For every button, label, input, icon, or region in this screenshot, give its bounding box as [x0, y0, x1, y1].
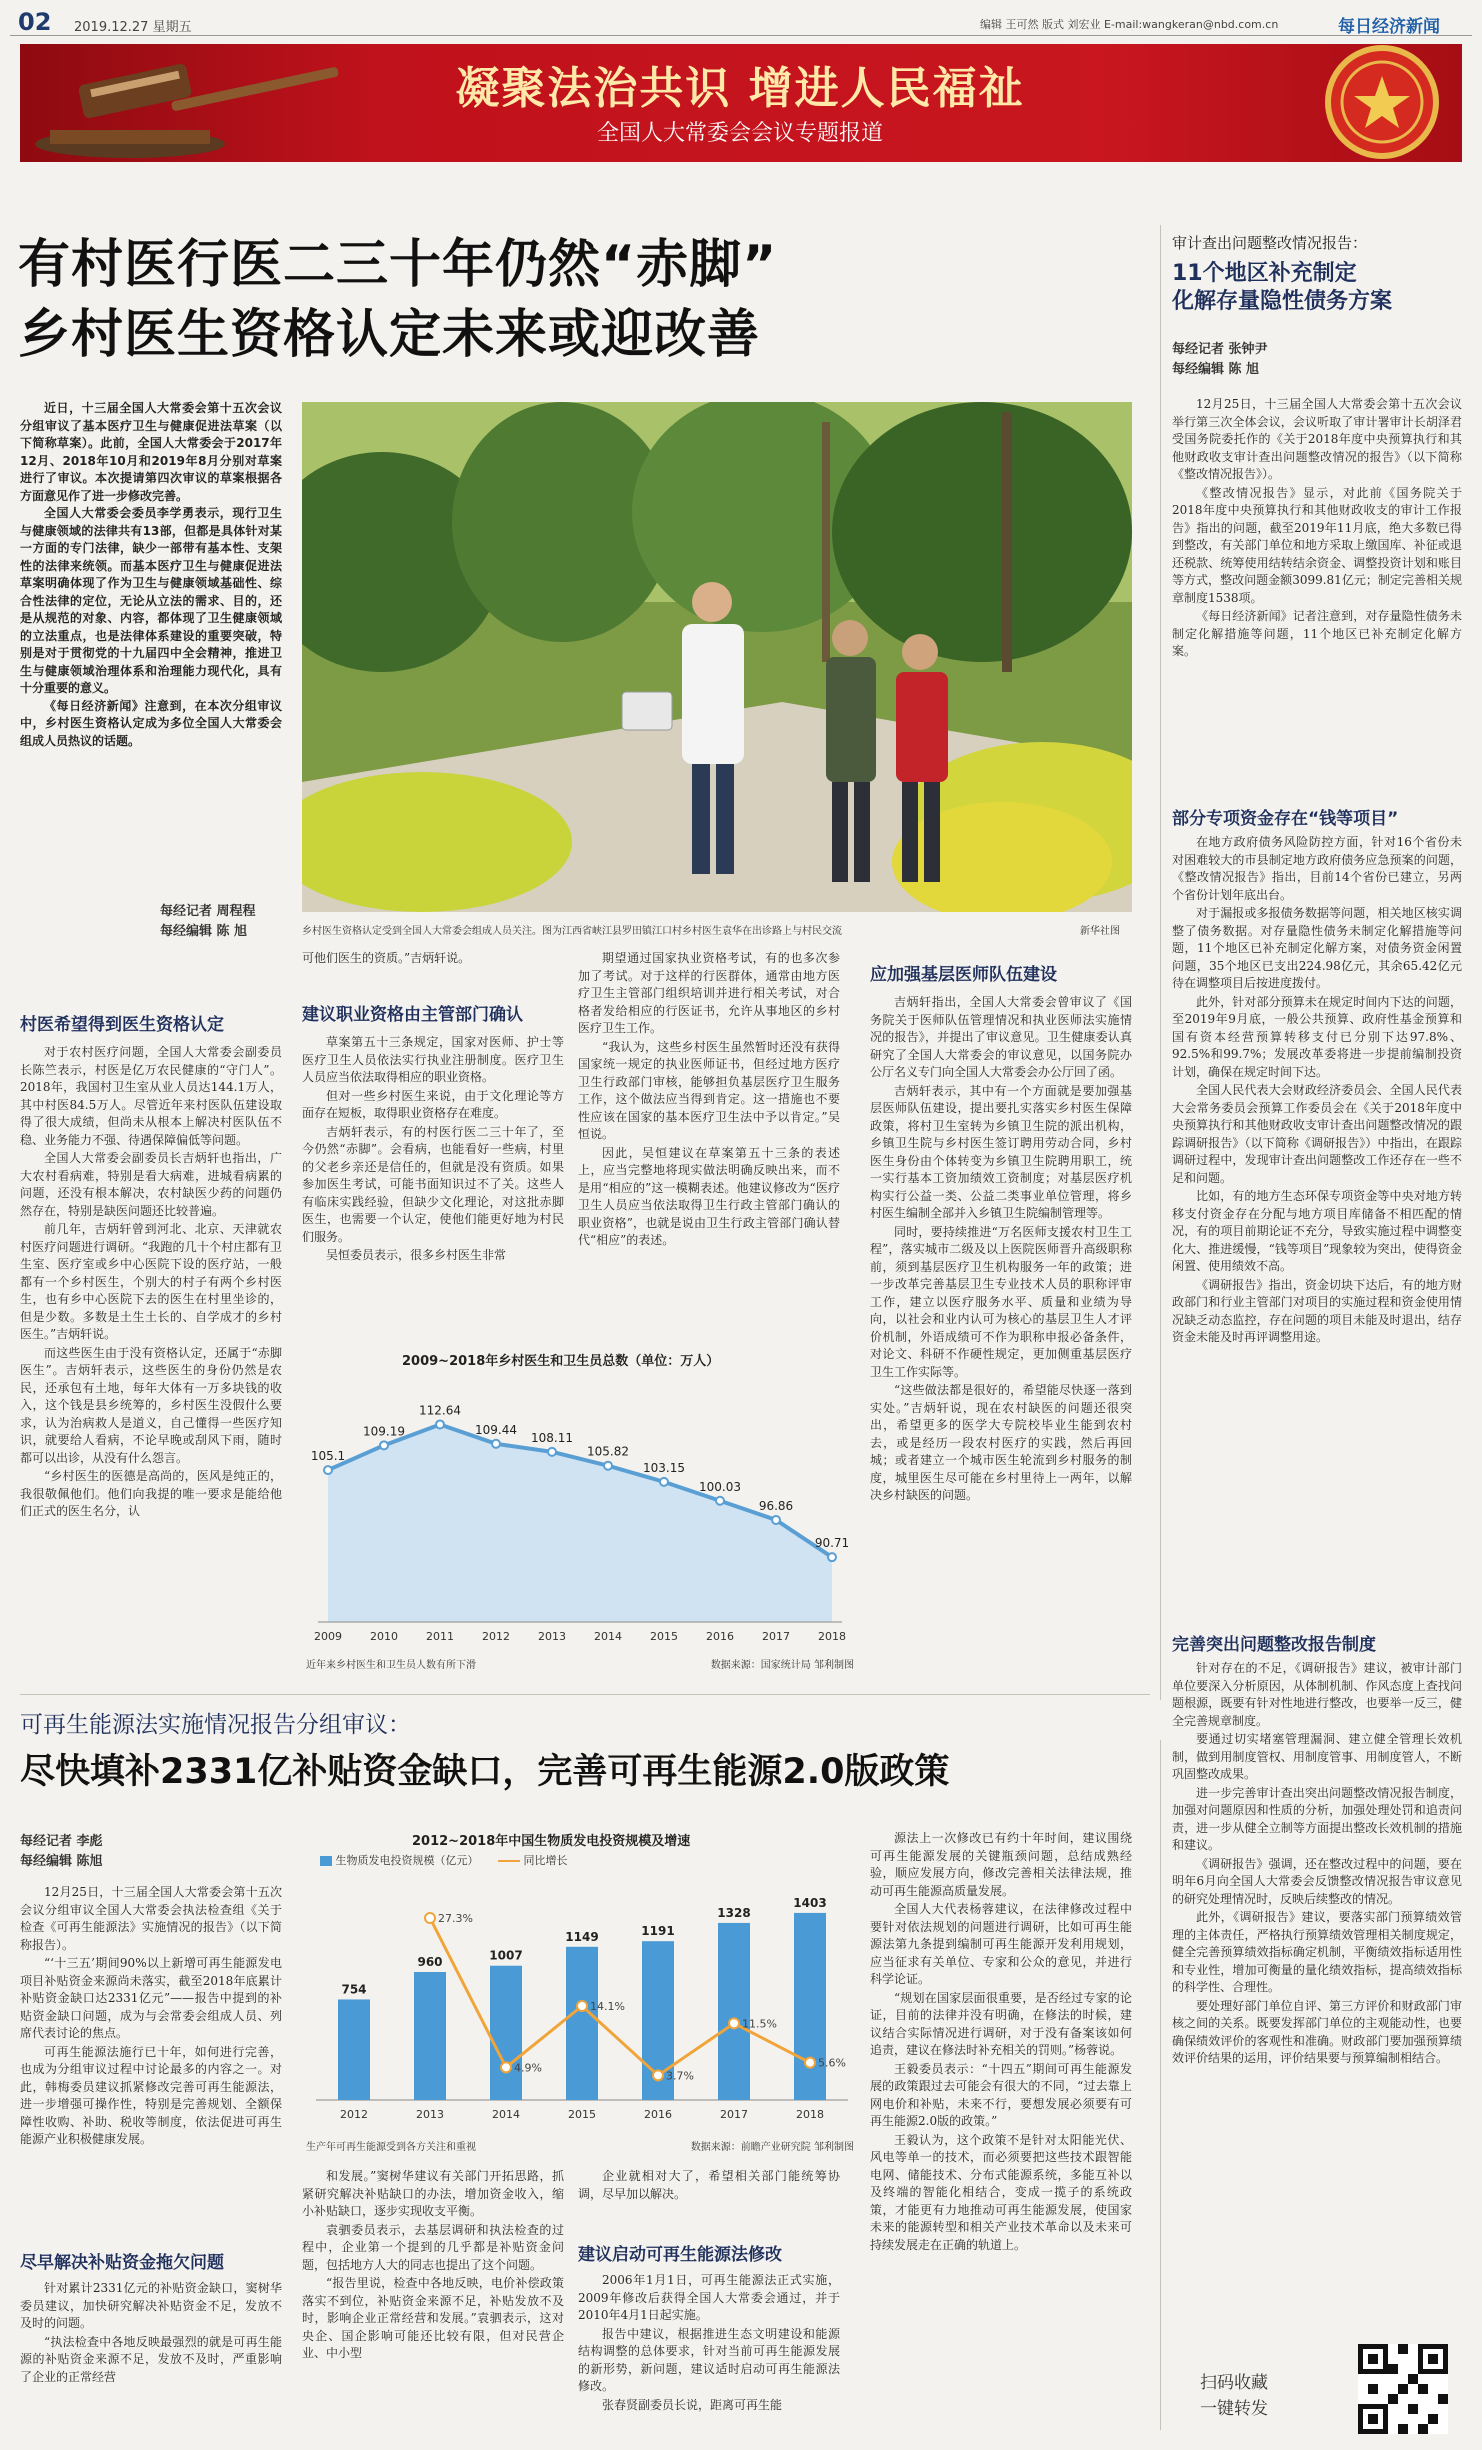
second-byline	[20, 1832, 103, 1872]
chart1-tick-label: 2018	[818, 1630, 846, 1643]
second-paragraph: “执法检查中各地反映最强烈的就是可再生能源的补贴资金来源不足，发放不及时，严重影响了企业的正常经营	[20, 2334, 282, 2384]
chart2-bar	[566, 1947, 598, 2100]
chart2-tick-label: 2013	[416, 2108, 444, 2121]
second-col1b-text	[20, 2280, 282, 2440]
second-col4-text	[870, 1830, 1132, 2440]
chart2-growth-label: 4.9%	[514, 2061, 542, 2075]
second-paragraph: 报告中建议，根据推进生态文明建设和能源结构调整的总体要求，针对当前可再生能源发展的新形势，新问题，建议适时启动可再生能源法修改。	[578, 2326, 840, 2393]
sidebar-paragraph: 进一步完善审计查出突出问题整改情况报告制度，加强对问题原因和性质的分析，加强处理处罚和追责问责，进一步从健全立制等方面提出整改长效机制的措施和建议。	[1172, 1785, 1462, 1852]
second-paragraph: 全国人大代表杨蓉建议，在法律修改过程中要针对依法规划的问题进行调研，比如可再生能源法第九条提到编制可再生能源开发利用规划，应当征求有关单位、专家和公众的意见，并进行科学论证。	[870, 1902, 1132, 1986]
photo-illustration	[302, 402, 1132, 912]
chart1-source: 数据来源：国家统计局 邹利制图	[710, 1660, 854, 1671]
main-editor: 每经编辑 陈 旭	[160, 924, 248, 939]
legend-bar-label: 生物质发电投资规模（亿元）	[335, 1854, 479, 1867]
sidebar-paragraph: 《调研报告》强调，还在整改过程中的问题，要在明年6月向全国人大常委会反馈整改情况报告审议意见的研究处理情况时，反映后续整改的情况。	[1172, 1856, 1462, 1906]
chart2-tick-label: 2018	[796, 2108, 824, 2121]
chart1-tick-label: 2015	[650, 1630, 678, 1643]
chart1-point	[828, 1553, 836, 1561]
qr-code-icon[interactable]	[1358, 2344, 1448, 2434]
chart2-bar-label: 1191	[641, 1924, 675, 1939]
editor-info: 编辑 王可然 版式 刘宏业 E-mail:wangkeran@nbd.com.cn	[980, 18, 1279, 31]
sidebar-paragraph: 要通过切实堵塞管理漏洞、建立健全管理长效机制，做到用制度管权、用制度管事、用制度管人，不断巩固整改成果。	[1172, 1732, 1462, 1781]
chart2-bar	[490, 1966, 522, 2100]
chart1-tick-label: 2009	[314, 1630, 342, 1643]
chart1-point	[380, 1441, 388, 1449]
col3-paragraph: 期望通过国家执业资格考试，有的也多次参加了考试。对于这样的行医群体，通常由地方医疗卫生主管部门组织培训并进行相关考试，对合格者发给相应的行医证书，允许从事地区的乡村医疗卫生工作。	[578, 951, 840, 1035]
chart1-data-label: 105.1	[310, 1449, 346, 1464]
chart2-bar-label: 1328	[717, 1905, 751, 1920]
col4-paragraph: 同时，要持续推进“万名医师支援农村卫生工程”，落实城市二级及以上医院医师晋升高级职称前，须到基层医疗卫生机构服务一年的政策；进一步改革完善基层卫生专业技术人员的职称评审工作，建立以医疗服务水平、质量和业绩为导向，以社会和业内认可为核心的基层卫生人才评价机制，外语成绩可不作为职称申报必备条件，对论文、科研不作硬性规定，更加侧重基层医疗卫生工作实际等。	[870, 1224, 1132, 1379]
page-number: 02	[18, 8, 52, 36]
col2-paragraph: 可他们医生的资质。”吉炳轩说。	[302, 951, 471, 965]
chart2-growth-label: 11.5%	[742, 2017, 777, 2031]
col4-paragraph: “这些做法都是很好的，希望能尽快逐一落到实处。”吉炳轩说，现在农村缺医的问题还很突出，希望更多的医学大专院校毕业生能到农村去，或是经历一段农村医疗的实践，然后再回城；或者建立一个城市医生轮流到乡村服务的制度，城里医生尽可能在乡村里待上一两年，以解决乡村缺医的问题。	[870, 1383, 1132, 1502]
intro-paragraph: 全国人大常委会委员李学勇表示，现行卫生与健康领域的法律共有13部，但都是具体针对某一方面的专门法律，缺少一部带有基本性、支架性的法律来统领。而基本医疗卫生与健康促进法草案明确体现了作为卫生与健康领域基础性、综合性法律的定位，无论从立法的需求、目的，还是从规范的对象、内容，都体现了卫生健康领域的立法重点，也是法律体系建设的重要突破，特别是对于贯彻党的十九届四中全会精神，推进卫生与健康领域治理体系和治理能力现代化，具有十分重要的意义。	[20, 506, 282, 695]
col1-text	[20, 1044, 282, 1674]
sidebar-paragraph: 全国人民代表大会财政经济委员会、全国人民代表大会常务委员会预算工作委员会在《关于2018年度中央预算执行和其他财政收支审计查出问题整改情况的跟踪调研报告》（以下简称《调研报告》）中指出，在跟踪调研过程中，发现审计查出问题整改工作还存在一些不足和问题。	[1172, 1083, 1462, 1185]
second-paragraph: 张春贤副委员长说，距离可再生能	[602, 2397, 783, 2412]
second-paragraph: 王毅委员表示：“十四五”期间可再生能源发展的政策跟过去可能会有很大的不同，“过去靠上网电价和补贴，未来不行，要想发展必须要有可再生能源2.0版的政策。”	[870, 2061, 1132, 2128]
chart2-bar-label: 1149	[565, 1929, 599, 1944]
sidebar-title-2: 化解存量隐性债务方案	[1172, 289, 1393, 314]
col1-paragraph: 前几年，吉炳轩曾到河北、北京、天津就农村医疗问题进行调研。“我跑的几十个村庄都有卫生室、医疗室或乡中心医院下设的医疗站，一般都有一个乡村医生，个别大的村子有两个乡村医生，也有乡中心医院下去的医生在村里坐诊的，但是少数。多数是土生土长的、自学成才的乡村医生。”吉炳轩说。	[20, 1222, 282, 1341]
second-col1-heading: 尽早解决补贴资金拖欠问题	[20, 2253, 224, 2273]
second-paragraph: 源法上一次修改已有约十年时间，建议围绕可再生能源发展的关键瓶颈问题，总结成熟经验，顺应发展方向，修改完善相关法律法规，推动可再生能源高质量发展。	[870, 1831, 1132, 1898]
second-col3b-text	[578, 2272, 840, 2440]
chart1-plot	[302, 1372, 858, 1662]
chart1	[302, 1350, 858, 1678]
chart2-growth-point	[577, 2001, 587, 2011]
chart1-data-label: 108.11	[531, 1430, 573, 1445]
second-paragraph: “报告里说，检查中各地反映，电价补偿政策落实不到位，补贴资金来源不足，补贴发放不及时，影响企业正常经营和发展。”袁驷表示，这对央企、国企影响可能还比较有限，但对民营企业、中小型	[302, 2276, 564, 2360]
second-paragraph: 王毅认为，这个政策不是针对太阳能光伏、风电等单一的技术，而必须要把这些技术跟智能电网、储能技术、分布式能源系统，多能互补以及终端的智能化相结合，变成一揽子的系统政策，才能更有力地推动可再生能源发展，使国家未来的能源转型和相关产业技术革命以及未来可持续发展走在正确的轨道上。	[870, 2132, 1132, 2252]
chart1-data-label: 100.03	[699, 1479, 741, 1494]
sidebar-byline	[1172, 340, 1268, 380]
chart1-data-label: 90.71	[814, 1536, 850, 1551]
chart1-tick-label: 2013	[538, 1630, 566, 1643]
second-col1-text	[20, 1884, 282, 2220]
intro-paragraph: 《每日经济新闻》注意到，在本次分组审议中，乡村医生资格认定成为多位全国人大常委会组成人员热议的话题。	[20, 698, 282, 748]
chart1-data-label: 105.82	[587, 1444, 629, 1459]
sidebar-title-1: 11个地区补充制定	[1172, 261, 1357, 286]
banner-title: 凝聚法治共识 增进人民福祉	[455, 63, 1025, 114]
col4-heading: 应加强基层医师队伍建设	[870, 965, 1057, 985]
sidebar-heading-3: 完善突出问题整改报告制度	[1172, 1635, 1376, 1655]
sidebar-kicker: 审计查出问题整改情况报告：	[1172, 234, 1368, 252]
sidebar-paragraph: 比如，有的地方生态环保专项资金等中央对地方转移支付资金存在分配与地方项目库储备不相匹配的情况，有的项目前期论证不充分，导致实施过程中调整变化大、推进缓慢，“钱等项目”现象较为突出，使得资金闲置、使用绩效不高。	[1172, 1189, 1462, 1273]
sidebar-text-3	[1172, 1660, 1462, 2320]
main-reporter: 每经记者 周程程	[160, 904, 256, 919]
paper-name: 每日经济新闻	[1338, 17, 1440, 37]
sidebar-paragraph: 对于漏报或多报债务数据等问题，相关地区核实调整了债务数据。对存量隐性债务未制定化解措施等问题，11个地区已补充制定化解方案，对债务资金闲置问题，35个地区已支出224.98亿元，其余65.42亿元待在调整项目后按进度拨付。	[1172, 906, 1462, 990]
chart2-growth-label: 27.3%	[438, 1912, 473, 1925]
chart2-growth-label: 5.6%	[818, 2056, 846, 2070]
sidebar-paragraph: 此外，针对部分预算未在规定时间内下达的问题，至2019年9月底，一般公共预算、政府性基金预算和国有资本经营预算转移支付已分别下达97.8%、92.5%和99.7%；发展改革委将进一步提前编制投资计划，确保在规定时间下达。	[1172, 994, 1462, 1079]
chart2-growth-label: 3.7%	[666, 2069, 694, 2083]
chart2-bar	[414, 1972, 446, 2100]
chart1-tick-label: 2012	[482, 1630, 510, 1643]
col2-paragraph: 吉炳轩表示，有的村医行医二三十年了，至今仍然“赤脚”。会看病，也能看好一些病，村里的父老乡亲还是信任的，但就是没有资质。如果参加医生考试，可能书面知识过不了关。这些人有临床实践经验，但缺少文化理论，对这批赤脚医生，也需要一个认定，使他们能更好地为村民们服务。	[302, 1124, 564, 1244]
col4-paragraph: 吉炳轩表示，其中有一个方面就是要加强基层医师队伍建设，提出要扎实落实乡村医生保障政策，将村卫生室转为乡镇卫生院的派出机构，乡镇卫生院与乡村医生签订聘用劳动合同，乡村医生身份由个体转变为乡镇卫生院聘用职工，统一实行基本工资加绩效工资制度；对基层医疗机构实行公益一类、公益二类事业单位管理，将乡村医生编制全部并入乡镇卫生院编制管理等。	[870, 1083, 1132, 1220]
qr-block[interactable]	[1190, 2340, 1460, 2440]
chart2-source: 数据来源：前瞻产业研究院 邹利制图	[690, 2142, 854, 2153]
col3-text	[578, 950, 840, 1338]
intro-text	[20, 400, 282, 750]
chart2-bar-label: 754	[341, 1982, 367, 1997]
col1-heading: 村医希望得到医生资格认定	[20, 1015, 224, 1035]
sidebar-text-1	[1172, 396, 1462, 796]
chart2-bar	[794, 1913, 826, 2100]
chart1-point	[492, 1440, 500, 1448]
chart2-note: 生产年可再生能源受到各方关注和重视	[306, 2142, 476, 2153]
sidebar-paragraph: 12月25日，十三届全国人大常委会第十五次会议举行第三次全体会议，会议听取了审计署审计长胡泽君受国务院委托作的《关于2018年度中央预算执行和其他财政收支审计查出问题整改情况的报告》（以下简称《整改情况报告》）。	[1172, 397, 1462, 481]
chart2-plot	[302, 1870, 858, 2140]
chart2	[302, 1830, 858, 2155]
chart2-tick-label: 2014	[492, 2108, 520, 2121]
chart2-bar-label: 960	[417, 1955, 443, 1969]
qr-label-1: 扫码收藏	[1200, 2373, 1268, 2393]
chart2-growth-point	[729, 2018, 739, 2028]
sidebar-paragraph: 《每日经济新闻》记者注意到，对存量隐性债务未制定化解措施等问题，11个地区已补充制定化解方案。	[1172, 609, 1462, 658]
chart1-tick-label: 2011	[426, 1630, 454, 1643]
col2-text	[302, 1034, 564, 1338]
second-reporter: 每经记者 李彪	[20, 1834, 103, 1849]
banner-subtitle: 全国人大常委会会议专题报道	[596, 121, 883, 146]
qr-label-2: 一键转发	[1200, 2399, 1268, 2419]
chart1-tick-label: 2016	[706, 1630, 734, 1643]
sidebar-reporter: 每经记者 张钟尹	[1172, 342, 1268, 357]
sidebar-paragraph: 要处理好部门单位自评、第三方评价和财政部门审核之间的关系。既要发挥部门单位的主观能动性，也要确保绩效评价的客观性和准确。财政部门要加强预算绩效评价结果的运用，评价结果要与预算编制相结合。	[1172, 1998, 1462, 2065]
chart1-area	[328, 1424, 832, 1622]
second-paragraph: 企业就相对大了，希望相关部门能统筹协调，尽早加以解决。	[578, 2169, 840, 2201]
second-col2-text	[302, 2168, 564, 2440]
chart2-growth-line	[430, 1918, 810, 2075]
second-paragraph: 和发展。”窦树华建议有关部门开拓思路，抓紧研究解决补贴缺口的办法，增加资金收入，缩小补贴缺口，逐步实现收支平衡。	[302, 2169, 564, 2218]
chart2-title: 2012~2018年中国生物质发电投资规模及增速	[412, 1834, 691, 1849]
second-col3-heading: 建议启动可再生能源法修改	[578, 2245, 782, 2265]
chart1-point	[436, 1420, 444, 1428]
chart1-data-label: 109.44	[475, 1422, 517, 1437]
main-byline	[160, 902, 290, 942]
chart1-tick-label: 2010	[370, 1630, 398, 1643]
chart2-bar	[338, 1999, 370, 2100]
photo-caption: 乡村医生资格认定受到全国人大常委会组成人员关注。图为江西省峡江县罗田镇江口村乡村医生袁华在出诊路上与村民交流	[302, 926, 842, 937]
chart1-tick-label: 2014	[594, 1630, 622, 1643]
main-headline-1: 有村医行医二三十年仍然“赤脚”	[18, 235, 778, 295]
col3-paragraph: “我认为，这些乡村医生虽然暂时还没有获得国家统一规定的执业医师证书，但经过地方医疗卫生行政部门审核，能够担负基层医疗卫生服务工作，这个做法应当得到肯定。这一措施也不要性应该在国家的基本医疗卫生法中予以肯定。”吴恒说。	[578, 1039, 840, 1141]
col1-paragraph: “乡村医生的医德是高尚的，医风是纯正的，我很敬佩他们。他们向我提的唯一要求是能给他们正式的医生名分，认	[20, 1469, 282, 1518]
gavel-icon	[20, 44, 350, 162]
second-paragraph: “规划在国家层面很重要，是否经过专家的论证，目前的法律并没有明确，在修法的时候，建议结合实际情况进行调研，对于没有备案该如何追责，建议在修法时补充相关的罚则。”杨蓉说。	[870, 1990, 1132, 2057]
banner	[20, 44, 1462, 162]
col2-paragraph: 但对一些乡村医生来说，由于文化理论等方面存在短板，取得职业资格存在难度。	[302, 1088, 564, 1120]
sidebar-paragraph: 《整改情况报告》显示，对此前《国务院关于2018年度中央预算执行和其他财政收支的审计工作报告》指出的问题，截至2019年11月底，绝大多数已得到整改，有关部门单位和地方采取上缴国库、补征或退还税款、统筹使用结转结余资金、调整投资计划和账目等方式，整改问题金额3099.81亿元；制定完善相关规章制度1538项。	[1172, 485, 1462, 605]
col1-paragraph: 而这些医生由于没有资格认定，还属于“赤脚医生”。吉炳轩表示，这些医生的身份仍然是农民，还承包有土地，每年大体有一万多块钱的收入，这个钱是县乡统筹的，乡村医生没假什么要求，认为治病救人是道义，自己懂得一些医疗知识，就要给人看病，不论早晚或刮风下雨，随时都可以出诊，从没有什么怨言。	[20, 1345, 282, 1465]
sidebar-text-2	[1172, 834, 1462, 1604]
chart2-tick-label: 2015	[568, 2108, 596, 2121]
col1-paragraph: 全国人大常委会副委员长吉炳轩也指出，广大农村看病难，特别是看大病难，进城看病累的问题，还没有根本解决，农村缺医少药的问题仍然存在，特别是缺医问题还比较普遍。	[20, 1151, 282, 1218]
photo-credit: 新华社图	[1080, 926, 1120, 937]
col3-paragraph: 因此，吴恒建议在草案第五十三条的表述上，应当完整地将现实做法明确反映出来，而不是用“相应的”这一模糊表述。他建议修改为“医疗卫生人员应当依法取得卫生行政主管部门确认的职业资格”，也就是说由卫生行政主管部门确认替代“相应”的表述。	[578, 1145, 840, 1247]
chart1-point	[660, 1478, 668, 1486]
sidebar-paragraph: 《调研报告》指出，资金切块下达后，有的地方财政部门和行业主管部门对项目的实施过程和资金使用情况缺乏动态监控，存在问题的项目未能及时退出，结存资金未能及时再评调整用途。	[1172, 1277, 1462, 1344]
chart2-legend	[320, 1852, 568, 1868]
sidebar-paragraph: 针对存在的不足，《调研报告》建议，被审计部门单位要深入分析原因，从体制机制、作风态度上查找问题根源，既要有针对性地进行整改，也要举一反三，健全完善规章制度。	[1172, 1661, 1462, 1728]
chart1-data-label: 103.15	[643, 1460, 685, 1475]
chart2-tick-label: 2017	[720, 2108, 748, 2121]
sidebar-paragraph: 在地方政府债务风险防控方面，针对16个省份未对困难较大的市县制定地方政府债务应急预案的问题，《整改情况报告》指出，目前14个省份已建立，另两个省份计划年底出台。	[1172, 835, 1462, 902]
intro-paragraph: 近日，十三届全国人大常委会第十五次会议分组审议了基本医疗卫生与健康促进法草案（以下简称草案）。此前，全国人大常委会于2017年12月、2018年10月和2019年8月分别对草案进行了审议。本次提请第四次审议的草案根据各方面意见作了进一步修改完善。	[20, 401, 282, 503]
national-emblem-icon	[1262, 44, 1462, 162]
chart1-point	[604, 1462, 612, 1470]
legend-line-swatch	[498, 1860, 520, 1862]
sidebar-heading-2: 部分专项资金存在“钱等项目”	[1172, 809, 1399, 829]
second-paragraph: 可再生能源法施行已十年，如何进行完善，也成为分组审议过程中讨论最多的内容之一。对此，韩梅委员建议抓紧修改完善可再生能源法，进一步增强可操作性，特别是完善规划、全额保障性收购、补助、税收等制度，依法促进可再生能源产业积极健康发展。	[20, 2044, 282, 2146]
col2-text-pre	[302, 950, 564, 969]
second-paragraph: “‘十三五’期间90%以上新增可再生能源发电项目补贴资金来源尚未落实，截至2018年底累计补贴资金缺口达2331亿元”——报告中提到的补贴资金缺口问题，成为与会常委会组成人员、列席代表讨论的焦点。	[20, 1956, 282, 2040]
legend-line-label: 同比增长	[523, 1854, 568, 1867]
chart1-point	[772, 1516, 780, 1524]
chart2-growth-point	[501, 2062, 511, 2072]
sidebar-paragraph: 此外，《调研报告》建议，要落实部门预算绩效管理的主体责任，严格执行预算绩效管理相关制度规定，健全完善预算绩效指标确定机制，平衡绩效指标适用性和专业性，增加可衡量的量化绩效指标，提高绩效指标的科学性、合理性。	[1172, 1910, 1462, 1994]
second-paragraph: 2006年1月1日，可再生能源法正式实施，2009年修改后获得全国人大常委会通过，并于2010年4月1日起实施。	[578, 2273, 840, 2322]
second-kicker: 可再生能源法实施情况报告分组审议：	[20, 1712, 411, 1738]
col4-paragraph: 吉炳轩指出，全国人大常委会曾审议了《国务院关于医师队伍管理情况和执业医师法实施情况的报告》，并提出了审议意见。卫生健康委认真研究了全国人大常委会的审议意见，以国务院办公厅名义专门向全国人大常委会办公厅回了函。	[870, 995, 1132, 1079]
chart1-title: 2009~2018年乡村医生和卫生员总数（单位：万人）	[402, 1354, 720, 1369]
second-paragraph: 针对累计2331亿元的补贴资金缺口，窦树华委员建议，加快研究解决补贴资金不足，发放不及时的问题。	[20, 2281, 282, 2330]
chart2-bar-label: 1007	[489, 1948, 523, 1963]
chart2-bar-label: 1403	[793, 1895, 827, 1910]
issue-date: 2019.12.27 星期五	[74, 20, 192, 35]
main-headline-2: 乡村医生资格认定未来或迎改善	[18, 305, 761, 365]
chart2-growth-point	[805, 2058, 815, 2068]
sidebar-editor: 每经编辑 陈 旭	[1172, 362, 1260, 377]
second-paragraph: 袁驷委员表示，去基层调研和执法检查的过程中，企业第一个提到的几乎都是补贴资金问题，包括地方人大的同志也提出了这个问题。	[302, 2222, 564, 2272]
col2-paragraph: 吴恒委员表示，很多乡村医生非常	[326, 1248, 507, 1262]
chart1-data-label: 96.86	[758, 1498, 794, 1513]
chart1-note: 近年来乡村医生和卫生员人数有所下滑	[306, 1660, 476, 1671]
chart1-point	[324, 1466, 332, 1474]
chart1-data-label: 109.19	[363, 1424, 405, 1439]
col2-heading: 建议职业资格由主管部门确认	[302, 1005, 523, 1025]
chart1-point	[716, 1497, 724, 1505]
chart2-growth-label: 14.1%	[590, 2000, 625, 2013]
legend-bar-swatch	[320, 1856, 332, 1866]
col2-paragraph: 草案第五十三条规定，国家对医师、护士等医疗卫生人员依法实行执业注册制度。医疗卫生人员应当依法取得相应的职业资格。	[302, 1035, 564, 1084]
col1-paragraph: 对于农村医疗问题，全国人大常委会副委员长陈竺表示，村医是亿万农民健康的“守门人”。2018年，我国村卫生室从业人员达144.1万人，其中村医84.5万人。尽管近年来村医队伍建设取得了很大成绩，但尚未从根本上解决村医队伍不稳、业务能力不强、待遇保障偏低等问题。	[20, 1045, 282, 1147]
col4-text	[870, 994, 1132, 1674]
chart2-tick-label: 2016	[644, 2108, 672, 2121]
chart1-point	[548, 1448, 556, 1456]
second-paragraph: 12月25日，十三届全国人大常委会第十五次会议分组审议全国人大常委会执法检查组《关于检查《可再生能源法》实施情况的报告》（以下简称报告）。	[20, 1885, 282, 1952]
chart2-growth-point	[425, 1913, 435, 1923]
chart1-data-label: 112.64	[419, 1403, 461, 1418]
second-headline: 尽快填补2331亿补贴资金缺口，完善可再生能源2.0版政策	[20, 1752, 950, 1792]
second-col3-text	[578, 2168, 840, 2204]
news-photo	[302, 402, 1132, 912]
chart2-bar	[718, 1923, 750, 2100]
chart2-tick-label: 2012	[340, 2108, 368, 2121]
chart1-tick-label: 2017	[762, 1630, 790, 1643]
chart2-growth-point	[653, 2070, 663, 2080]
page-header	[10, 8, 1472, 36]
second-editor: 每经编辑 陈旭	[20, 1854, 103, 1869]
